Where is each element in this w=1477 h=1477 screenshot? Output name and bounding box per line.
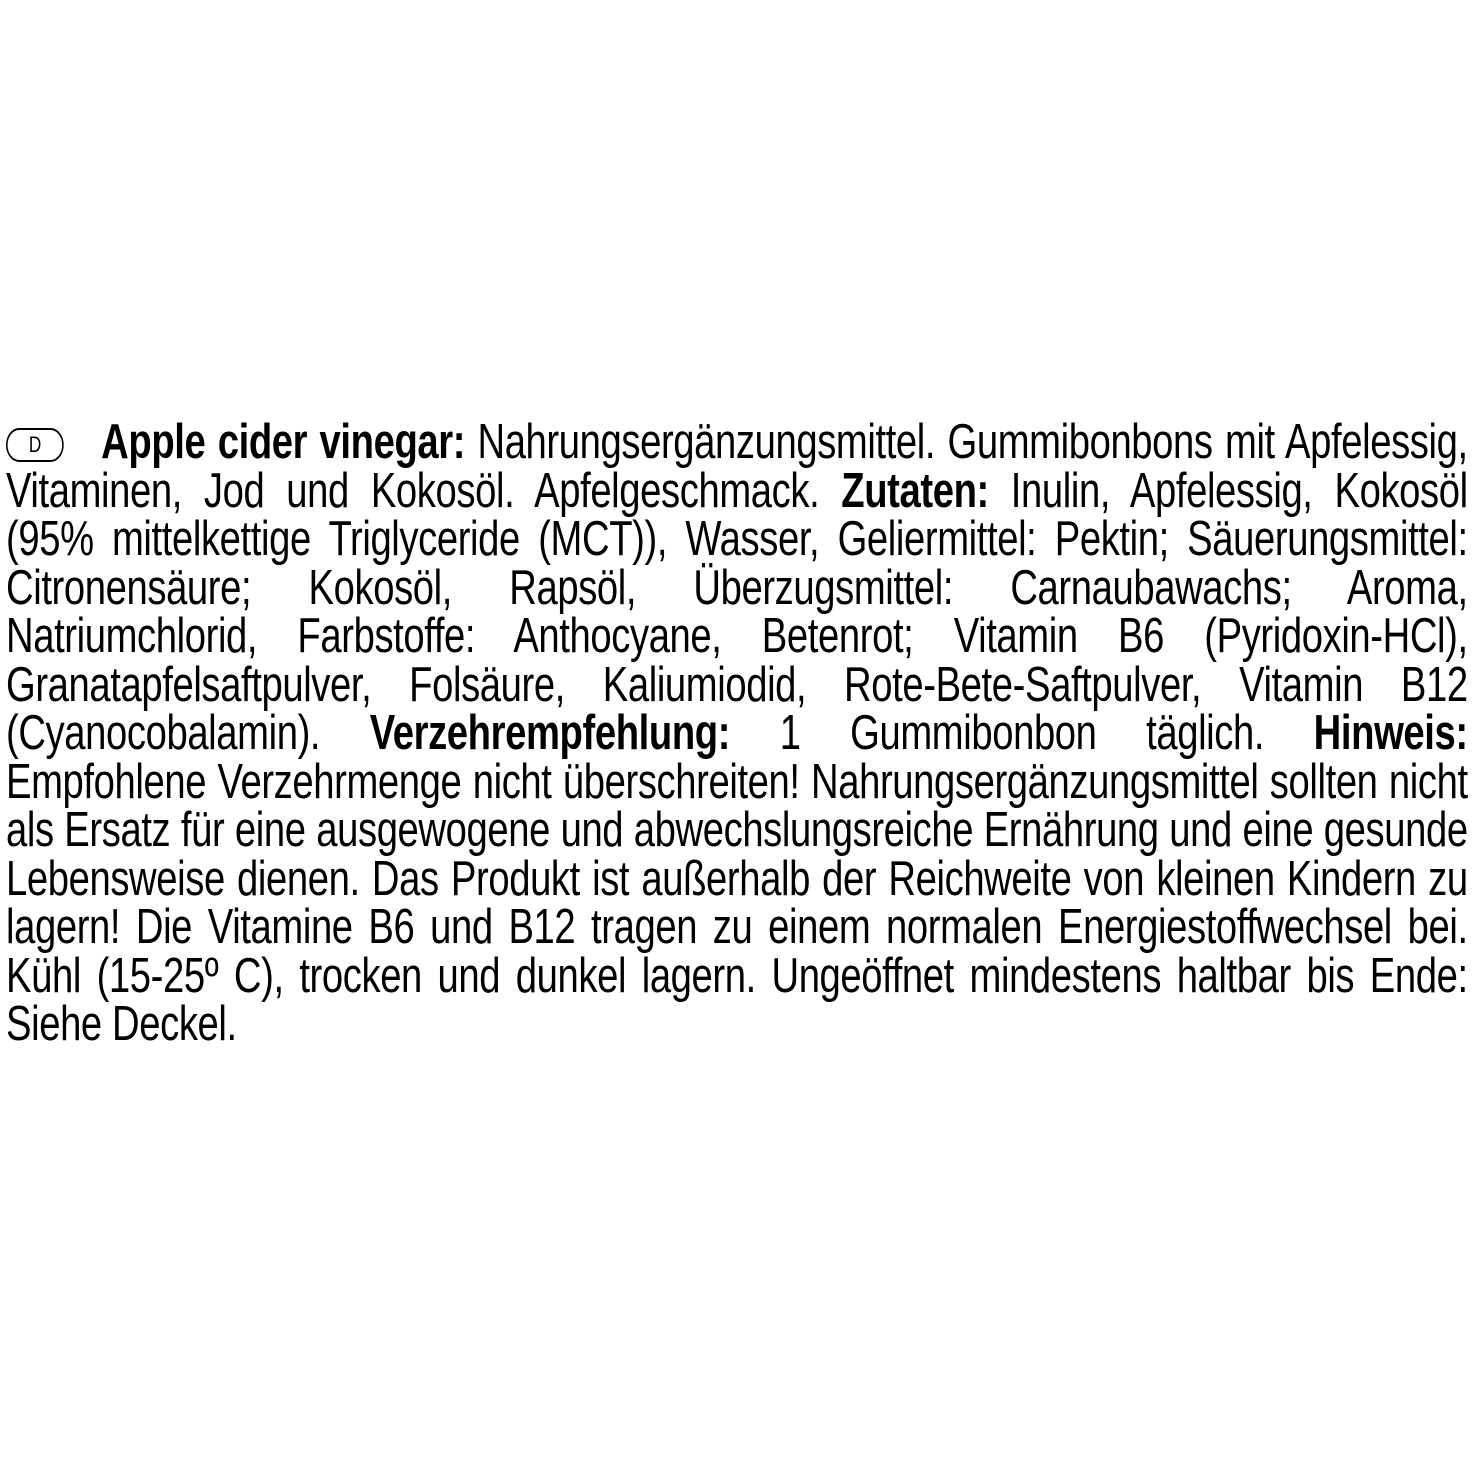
dosage-label: Verzehrempfehlung:	[369, 706, 731, 760]
dosage-text: 1 Gummibonbon täglich.	[730, 706, 1314, 760]
note-label: Hinweis:	[1313, 706, 1468, 760]
ingredients-text: Inulin, Apfelessig, Kokosöl (95% mittelkettige Triglyceride (MCT)), Wasser, Geliermittel: Pektin; Säuerungsmittel: Citronensäure; Kokosöl, Rapsöl, Überzugsmittel: Carnaubawachs; Aroma, Natriumchlorid, Farbstoffe: Anthocyane, Betenrot; Vitamin B6 (Pyridoxin-HCl), Granatapfelsaftpulver, Folsäure, Kaliumiodid, Rote-Bete-Saftpulver, Vitamin B12 (Cyanocobalamin).	[6, 463, 1468, 760]
product-name: Apple cider vinegar:	[101, 415, 466, 469]
product-label-text	[6, 415, 1468, 1051]
country-code-badge: D	[6, 428, 64, 462]
ingredients-label: Zutaten:	[841, 463, 989, 518]
note-text: Empfohlene Verzehrmenge nicht überschreiten! Nahrungsergänzungsmittel sollten nicht als Ersatz für eine ausgewogene und abwechslungsreiche Ernährung und eine gesunde Lebensweise dienen. Das Produkt ist außerhalb der Reichweite von kleinen Kindern zu lagern! Die Vitamine B6 und B12 tragen zu einem normalen Energiestoffwechsel bei. Kühl (15-25º C), trocken und dunkel lagern. Ungeöffnet mindestens haltbar bis Ende: Siehe Deckel.	[6, 754, 1468, 1051]
product-description: Nahrungsergänzungsmittel. Gummibonbons mit Apfelessig, Vitaminen, Jod und Kokosöl. Apfelgeschmack.	[6, 415, 1468, 518]
